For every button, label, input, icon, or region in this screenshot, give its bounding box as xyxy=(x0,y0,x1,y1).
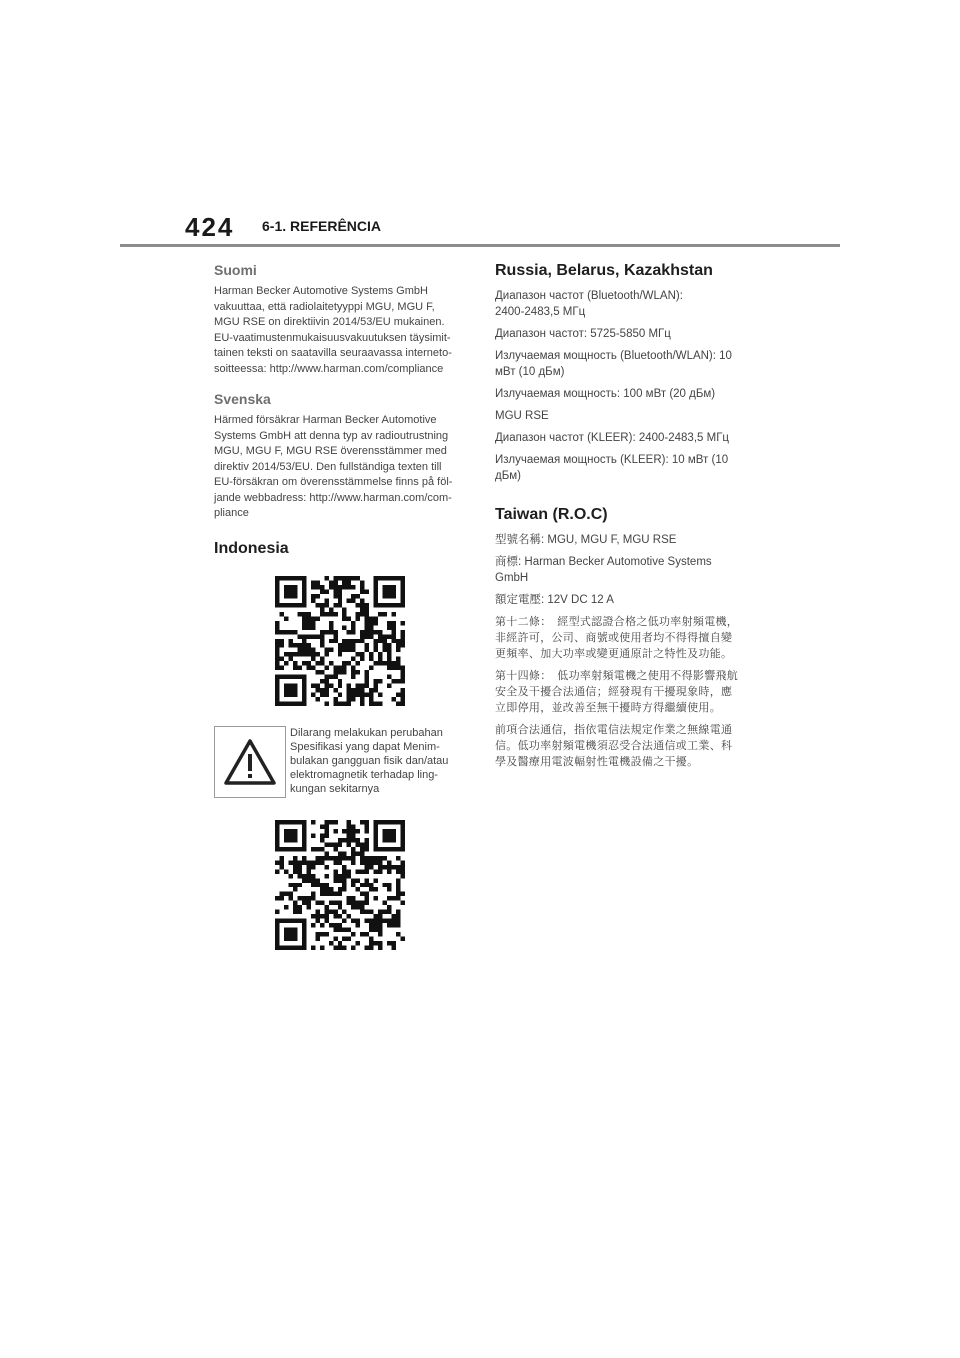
left-column xyxy=(214,262,464,950)
warning-line: elektromagnetik terhadap ling- xyxy=(290,768,438,781)
svenska-line: MGU, MGU F, MGU RSE överensstämmer med xyxy=(214,445,447,457)
taiwan-item: 型號名稱: MGU, MGU F, MGU RSE xyxy=(495,534,677,546)
suomi-line: Harman Becker Automotive Systems GmbH xyxy=(214,285,428,297)
suomi-text xyxy=(214,284,464,377)
svenska-line: Härmed försäkrar Harman Becker Automotive xyxy=(214,414,437,426)
suomi-line: EU-vaatimustenmukaisuusvakuutuksen täysimit- xyxy=(214,331,451,344)
qr-code-icon xyxy=(275,820,405,950)
warning-line: Dilarang melakukan perubahan xyxy=(290,726,443,739)
russia-item: Излучаемая мощность: 100 мВт (20 дБм) xyxy=(495,388,716,400)
svenska-line: jande webbadress: http://www.harman.com/com- xyxy=(214,491,452,504)
warning-icon-frame xyxy=(214,726,286,798)
qr-code-top xyxy=(275,576,464,706)
qr-code-icon xyxy=(275,576,405,706)
warning-line: kungan sekitarnya xyxy=(290,782,380,795)
russia-item: Диапазон частот: 5725-5850 МГц xyxy=(495,328,671,340)
russia-item: Диапазон частот (KLEER): 2400-2483,5 МГц xyxy=(495,432,730,444)
russia-item: Излучаемая мощность (Bluetooth/WLAN): 10 мВт (10 дБм) xyxy=(495,350,732,378)
right-column xyxy=(495,262,760,776)
svenska-text xyxy=(214,413,464,522)
suomi-line: vakuuttaa, että radiolaitetyyppi MGU, MGU F, xyxy=(214,300,435,313)
header-divider xyxy=(120,244,840,247)
taiwan-item: 第十四條： 低功率射頻電機之使用不得影響飛航 安全及干擾合法通信；經發現有干擾現象時，應 立即停用，並改善至無干擾時方得繼續使用。 xyxy=(495,669,739,714)
indonesia-heading: Indonesia xyxy=(214,539,289,557)
taiwan-item: 第十二條： 經型式認證合格之低功率射頻電機， 非經許可，公司、商號或使用者均不得得擅自變 更頻率、加大功率或變更通原計之特性及功能。 xyxy=(495,615,739,660)
warning-triangle-icon xyxy=(223,738,277,786)
warning-line: bulakan gangguan fisik dan/atau xyxy=(290,754,449,767)
warning-notice xyxy=(214,726,464,798)
svenska-heading: Svenska xyxy=(214,391,271,407)
taiwan-heading: Taiwan (R.O.C) xyxy=(495,506,608,523)
russia-item: Диапазон частот (Bluetooth/WLAN): 2400-2483,5 МГц xyxy=(495,290,683,318)
qr-code-bottom xyxy=(275,820,464,950)
svenska-line: Systems GmbH att denna typ av radioutrustning xyxy=(214,429,449,442)
suomi-heading: Suomi xyxy=(214,262,257,278)
taiwan-item: 額定電壓: 12V DC 12 A xyxy=(495,594,614,606)
suomi-line: soitteessa: http://www.harman.com/compliance xyxy=(214,362,444,375)
taiwan-item: 前項合法通信，指依電信法規定作業之無線電通 信。低功率射頻電機須忍受合法通信或工業、科 學及醫療用電波輻射性電機設備之干擾。 xyxy=(495,723,733,768)
suomi-line: tainen teksti on saatavilla seuraavassa interneto- xyxy=(214,347,452,359)
page-number: 424 xyxy=(185,212,235,242)
warning-line: Spesifikasi yang dapat Menim- xyxy=(290,740,440,753)
russia-item: MGU RSE xyxy=(495,410,549,422)
svenska-line: pliance xyxy=(214,507,249,519)
warning-text xyxy=(286,726,448,798)
russia-heading: Russia, Belarus, Kazakhstan xyxy=(495,262,713,279)
taiwan-item: 商標: Harman Becker Automotive Systems GmbH xyxy=(495,556,712,584)
suomi-line: MGU RSE on direktiivin 2014/53/EU mukainen. xyxy=(214,316,445,328)
section-title: 6-1. REFERÊNCIA xyxy=(262,218,382,234)
svenska-line: EU-försäkran om överensstämmelse finns på föl- xyxy=(214,476,453,488)
svenska-line: direktiv 2014/53/EU. Den fullständiga texten till xyxy=(214,460,442,473)
russia-item: Излучаемая мощность (KLEER): 10 мВт (10 дБм) xyxy=(495,454,729,482)
